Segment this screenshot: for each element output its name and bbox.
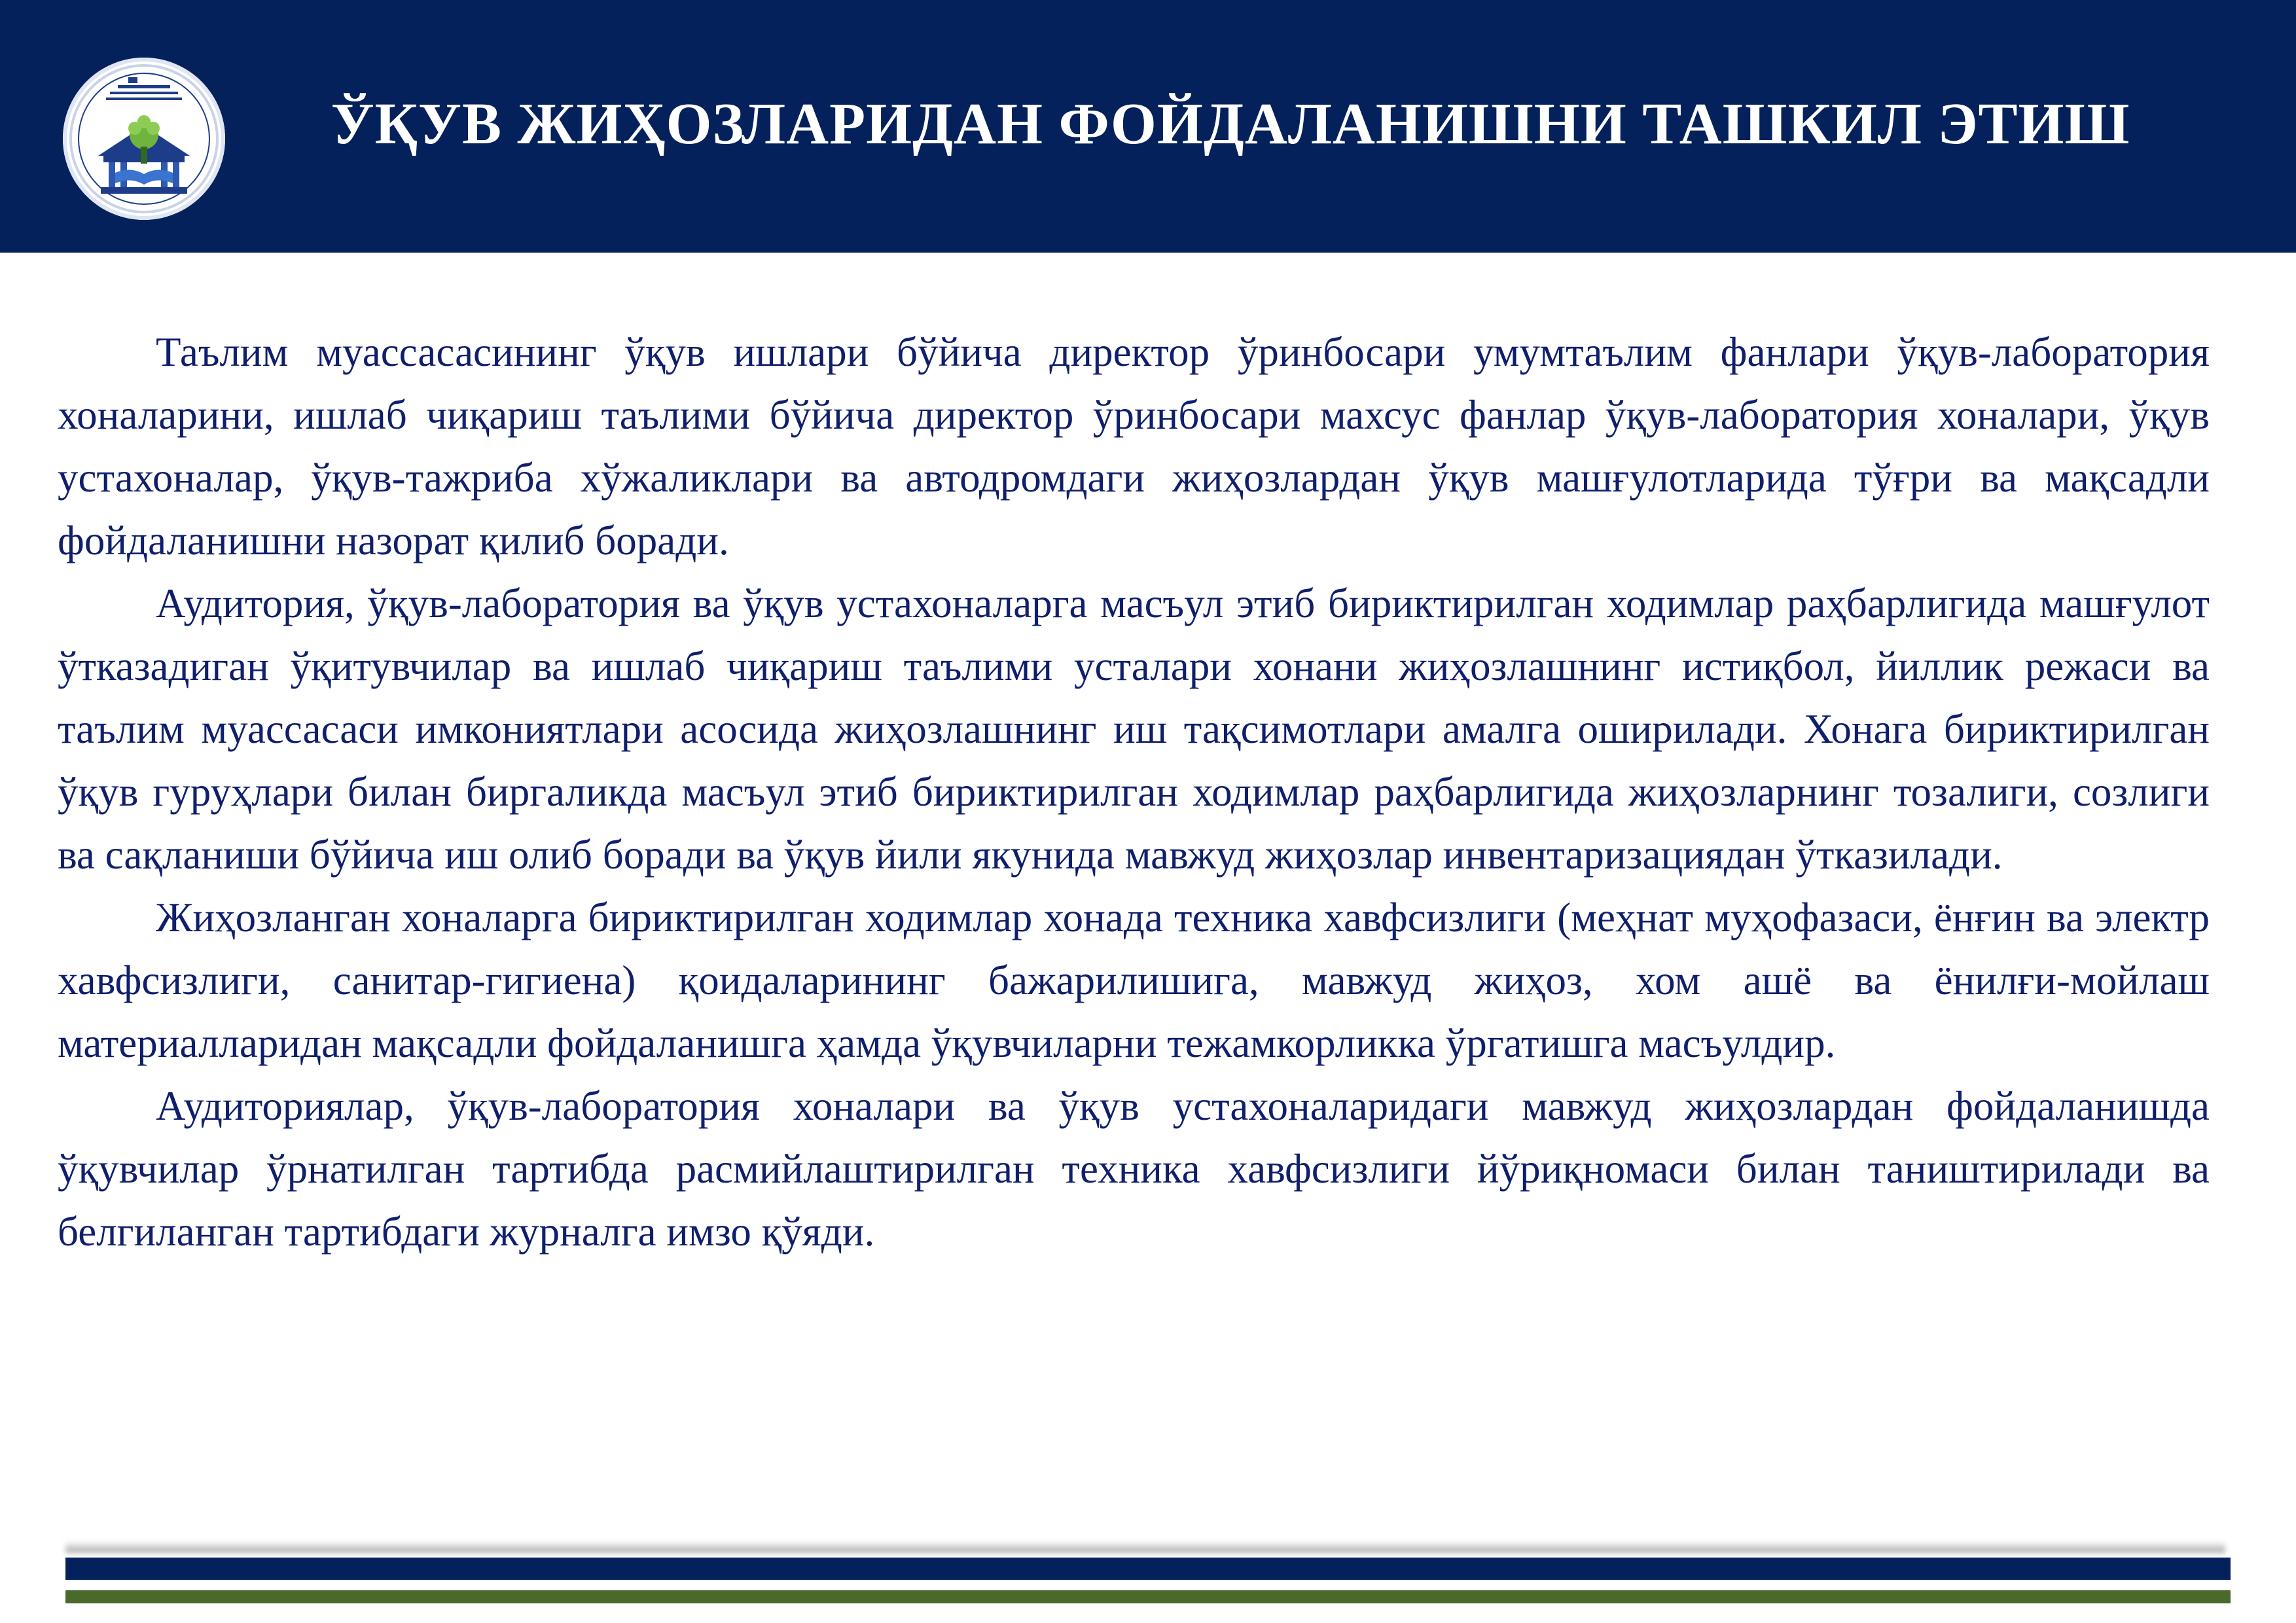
footer-bar-navy (65, 1558, 2231, 1580)
footer-bar-green (65, 1590, 2231, 1603)
paragraph: Аудитория, ўқув-лаборатория ва ўқув устахоналарга масъул этиб бириктирилган ходимлар раҳбарлигида машғулот ўтказадиган ўқитувчилар ва ишлаб чиқариш таълими усталари хонани жиҳозлашнинг истиқбол, йиллик режаси ва таълим муассасаси имкониятлари асосида жиҳозлашнинг иш тақсимотлари амалга оширилади. Хонага бириктирилган ўқув гуруҳлари билан биргаликда масъул этиб бириктирилган ходимлар раҳбарлигида жиҳозларнинг тозалиги, созлиги ва сақланиши бўйича иш олиб боради ва ўқув йили якунида мавжуд жиҳозлар инвентаризациядан ўтказилади. (58, 580, 2210, 878)
body-text (58, 321, 2210, 1263)
header-banner (0, 0, 2296, 253)
paragraph: Аудиториялар, ўқув-лаборатория хоналари ва ўқув устахоналаридаги мавжуд жиҳозлардан фойдаланишда ўқувчилар ўрнатилган тартибда расмийлаштирилган техника хавфсизлиги йўриқномаси билан таништирилади ва белгиланган тартибдаги журналга имзо қўяди. (58, 1083, 2210, 1255)
paragraph: Жиҳозланган хоналарга бириктирилган ходимлар хонада техника хавфсизлиги (меҳнат муҳофазаси, ёнғин ва электр хавфсизлиги, санитар-гигиена) қоидаларининг бажарилишига, мавжуд жиҳоз, хом ашё ва ёнилғи-мойлаш материалларидан мақсадли фойдаланишга ҳамда ўқувчиларни тежамкорликка ўргатишга масъулдир. (58, 895, 2210, 1066)
page-title: ЎҚУВ ЖИҲОЗЛАРИДАН ФОЙДАЛАНИШНИ ТАШКИЛ ЭТИШ (331, 92, 2130, 156)
footer-shadow (65, 1541, 2225, 1553)
institution-emblem-icon (63, 58, 225, 220)
paragraph: Таълим муассасасининг ўқув ишлари бўйича директор ўринбосари умумтаълим фанлари ўқув-лаборатория хоналарини, ишлаб чиқариш таълими бўйича директор ўринбосари махсус фанлар ўқув-лаборатория хоналари, ўқув устахоналар, ўқув-тажриба хўжаликлари ва автодромдаги жиҳозлардан ўқув машғулотларида тўғри ва мақсадли фойдаланишни назорат қилиб боради. (58, 329, 2210, 563)
